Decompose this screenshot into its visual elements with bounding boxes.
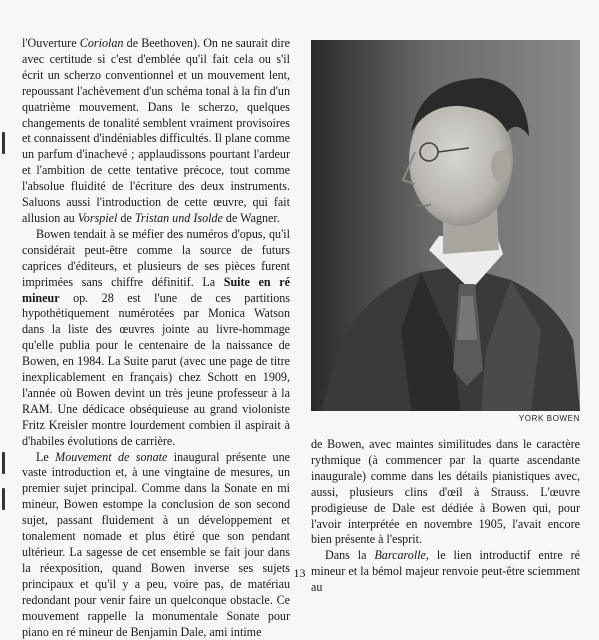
portrait-image	[311, 40, 580, 411]
work-title-bold: Suite en ré mineur	[22, 274, 290, 305]
paragraph: de Bowen, avec maintes similitudes dans le caractère rythmique (à commencer par la quarte ascendante inaugurale) comme dans les détails pianistiques avec, aussi, plusieurs clins d'œil à Strauss. L'œuvre prodigieuse de Dale est dédiée à Bowen qui, pour l'avoir interprétée en novembre 1905, l'avait encore bien présente à l'esprit.	[311, 437, 580, 547]
binder-hole-mark	[2, 452, 5, 474]
left-text-column	[22, 36, 290, 640]
work-title: Coriolan	[79, 36, 124, 50]
paragraph: l'Ouverture Coriolan de Beethoven). On ne saurait dire avec certitude si c'est d'emblée qu'il fait cela ou s'il écrit un scherzo conventionnel et un mouvement lent, repoussant l'achèvement d'un schéma tonal à la fin d'un quatrième mouvement. Dans le scherzo, quelques changements de tonalité semblent vraiment provisoires et connaissent d'indéniables difficultés. Il plane comme un parfum d'inachevé ; applaudissons pourtant l'ardeur et l'ambition de cette tentative précoce, tout comme l'absolue fluidité de l'écriture des deux instruments. Saluons aussi l'introduction de cette œuvre, qui fait allusion au Vorspiel de Tristan und Isolde de Wagner.	[22, 36, 291, 225]
photo-caption: YORK BOWEN	[518, 414, 580, 423]
binder-hole-mark	[2, 488, 5, 510]
paragraph: Dans la Barcarolle, le lien introductif entre ré mineur et la bémol majeur renvoie peut-être sciemment au	[311, 548, 580, 595]
movement-title: Barcarolle	[374, 548, 426, 563]
paragraph: Le Mouvement de sonate inaugural présente une vaste introduction et, à une vingtaine de mesures, un premier sujet principal. Comme dans la Sonate en mi mineur, Bowen estompe la conclusion de son second sujet, passant fluidement à un développement et tonalement nomade et plus étiré que son pendant ultérieur. La sagesse de cet ensemble se fait jour dans la réexposition, quand Bowen inverse ses sujets principaux et qu'il y a peu, voire pas, de matériau redondant pour venir faire un quelconque obstacle. Ce mouvement rappelle la monumentale Sonate pour piano en ré mineur de Benjamin Dale, ami intime	[22, 449, 291, 639]
movement-title: Mouvement de sonate	[55, 449, 168, 464]
work-title: Vorspiel	[77, 210, 118, 225]
page-number: 13	[293, 566, 306, 580]
portrait-photo	[311, 40, 580, 411]
paragraph: Bowen tendait à se méfier des numéros d'opus, qu'il considérait peut-être comme la source de futurs caprices d'éditeurs, et plusieurs de ses pièces furent imprimées sans chiffre définitif. La Suite en ré mineur op. 28 est l'une de ces partitions hypothétiquement numérotées par Monica Watson dans la liste des œuvres jointe au livre-hommage qu'elle publia pour le centenaire de la naissance de Bowen, en 1984. La Suite parut (avec une page de titre inexplicablement en français) chez Schott en 1909, l'année où Bowen devint un très jeune professeur à la RAM. Une dédicace obséquieuse au grand violoniste Fritz Kreisler montre lourdement combien il aspirait à d'habiles évolutions de carrière.	[22, 226, 290, 448]
work-title: Tristan und Isolde	[134, 210, 223, 225]
binder-hole-mark	[2, 132, 5, 154]
